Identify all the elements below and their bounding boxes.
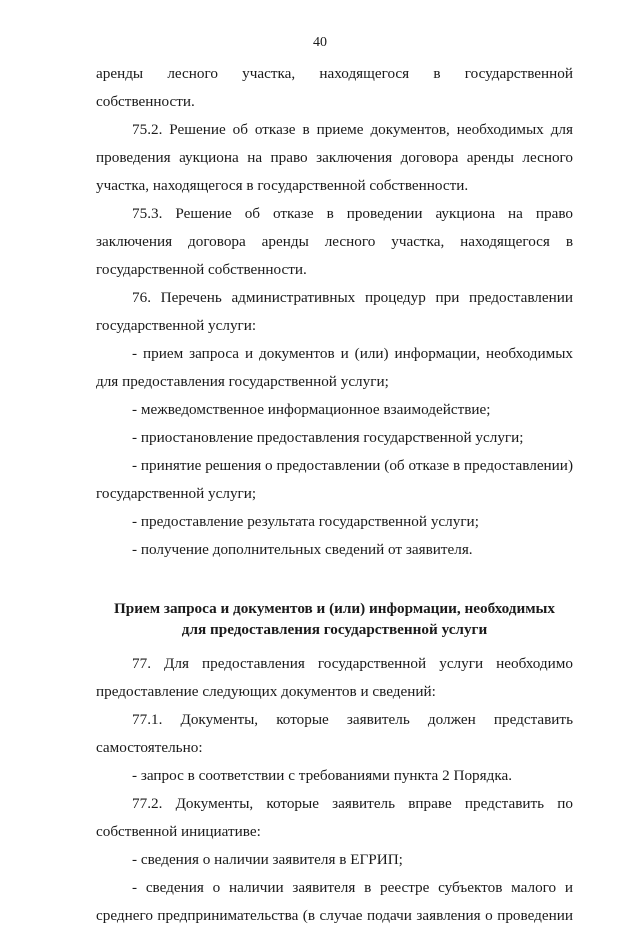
section-heading-line-2: для предоставления государственной услуги	[181, 621, 488, 638]
paragraph-77-2: 77.2. Документы, которые заявитель вправе представить по собственной инициативе:	[96, 795, 573, 840]
page-number: 40	[313, 35, 327, 50]
list-item-request: - запрос в соответствии с требованиями пункта 2 Порядка.	[132, 767, 513, 784]
list-item-egrip: - сведения о наличии заявителя в ЕГРИП;	[132, 851, 403, 868]
list-item-additional-info: - получение дополнительных сведений от заявителя.	[132, 541, 473, 558]
paragraph-75-2: 75.2. Решение об отказе в приеме документов, необходимых для проведения аукциона на право заключения договора аренды лесного участка, находящегося в государственной собственности.	[96, 121, 573, 194]
section-heading-line-1: Прием запроса и документов и (или) информации, необходимых	[113, 600, 556, 617]
list-item-sme-registry: - сведения о наличии заявителя в реестре субъектов малого и среднего предпринимательства (в случае подачи заявления о проведении	[96, 879, 573, 924]
document-body	[96, 60, 573, 930]
list-item-interagency: - межведомственное информационное взаимодействие;	[132, 401, 491, 418]
list-item-suspension: - приостановление предоставления государственной услуги;	[132, 429, 524, 446]
list-item-result: - предоставление результата государственной услуги;	[132, 513, 479, 530]
section-heading	[96, 598, 573, 640]
list-item-request-intake: - прием запроса и документов и (или) информации, необходимых для предоставления государственной услуги;	[96, 345, 573, 390]
list-item-decision: - принятие решения о предоставлении (об отказе в предоставлении) государственной услуги;	[96, 457, 573, 502]
paragraph-75-3: 75.3. Решение об отказе в проведении аукциона на право заключения договора аренды лесного участка, находящегося в государственной собственности.	[96, 205, 573, 278]
paragraph-77: 77. Для предоставления государственной услуги необходимо предоставление следующих документов и сведений:	[96, 655, 573, 700]
paragraph-continuation: аренды лесного участка, находящегося в государственной собственности.	[96, 65, 573, 110]
paragraph-77-1: 77.1. Документы, которые заявитель должен представить самостоятельно:	[96, 711, 573, 756]
paragraph-76: 76. Перечень административных процедур при предоставлении государственной услуги:	[96, 289, 573, 334]
